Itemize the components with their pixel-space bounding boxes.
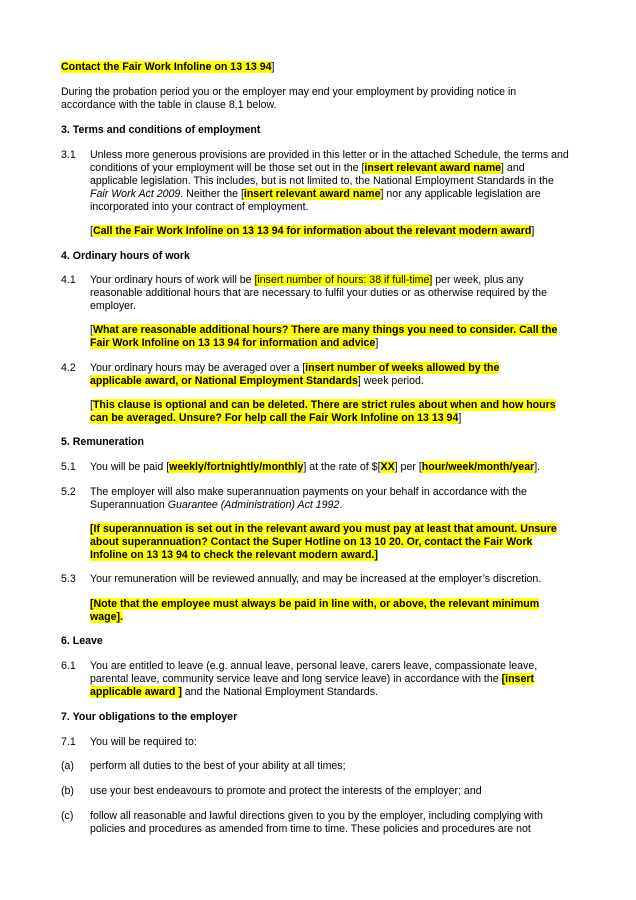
text: per	[397, 461, 419, 473]
clause-6-1-line	[90, 673, 534, 686]
placeholder-rate: XX	[380, 461, 395, 473]
clause-5-1-line	[90, 461, 540, 474]
intro-paragraph-line: During the probation period you or the employer may end your employment by providing notice in	[61, 86, 517, 98]
list-item: policies and procedures as amended from time to time. These policies and procedures are not	[90, 823, 531, 835]
bracket: ]	[380, 188, 384, 200]
placeholder-award: applicable award ]	[90, 686, 182, 698]
note-highlight: about superannuation? Contact the Super Hotline on 13 10 20. Or, contact the Fair Work	[90, 536, 533, 548]
clause-5-2-line: The employer will also make superannuation payments on your behalf in accordance with the	[90, 486, 527, 498]
list-item: follow all reasonable and lawful directions given to you by the employer, including complying with	[90, 810, 543, 822]
text: and	[503, 162, 525, 174]
list-item: perform all duties to the best of your ability at all times;	[90, 760, 346, 772]
placeholder-rate-period: hour/week/month/year	[421, 461, 535, 473]
bracket: [	[90, 399, 93, 411]
list-label: (a)	[61, 760, 74, 772]
text: week period.	[360, 375, 424, 387]
note-highlight: What are reasonable additional hours? There are many things you need to consider. Call the	[92, 324, 558, 336]
clause-5-2-line	[90, 499, 342, 512]
clause-4-2-line	[90, 375, 424, 388]
act-title: Guarantee (Administration) Act 1992	[167, 499, 340, 511]
clause-6-1-line	[90, 686, 378, 699]
section-4-note	[90, 324, 557, 337]
text: parental leave, community service leave and long service leave) in accordance with the	[90, 673, 502, 685]
clause-7-1-line: You will be required to:	[90, 736, 197, 748]
section-5-note	[90, 523, 557, 536]
section-5-heading: 5. Remuneration	[61, 436, 145, 448]
intro-paragraph-line: accordance with the table in clause 8.1 below.	[61, 99, 277, 111]
bracket: [	[361, 162, 365, 174]
placeholder-hours: [insert number of hours: 38 if full-time]	[254, 274, 433, 286]
placeholder-award-name: insert relevant award name	[364, 162, 502, 174]
bracket: ]	[271, 61, 275, 73]
placeholder-weeks: applicable award, or National Employment Standards	[90, 375, 358, 387]
section-5-note	[90, 611, 123, 624]
bracket: ]	[357, 375, 361, 387]
text: and the National Employment Standards.	[181, 686, 378, 698]
section-3-note	[90, 225, 534, 238]
clause-number: 4.1	[61, 274, 76, 286]
note-highlight: [Note that the employee must always be paid in line with, or above, the relevant minimum	[90, 598, 540, 610]
clause-number: 5.2	[61, 486, 76, 498]
bracket: [	[377, 461, 381, 473]
note-highlight: [If superannuation is set out in the relevant award you must pay at least that amount. Unsure	[90, 523, 557, 535]
placeholder-award-name: insert relevant award name	[243, 188, 381, 200]
placeholder-weeks: insert number of weeks allowed by the	[305, 362, 500, 374]
section-5-note	[90, 549, 378, 562]
bracket: ]	[394, 461, 398, 473]
clause-4-2-line	[90, 362, 499, 375]
text: per week, plus any	[432, 274, 524, 286]
clause-number: 4.2	[61, 362, 76, 374]
section-4-heading: 4. Ordinary hours of work	[61, 250, 190, 262]
bracket: [	[90, 324, 93, 336]
note-highlight: wage].	[90, 611, 123, 623]
intro-note-highlight: Contact the Fair Work Infoline on 13 13 94	[61, 61, 272, 73]
text: .	[339, 499, 343, 511]
bracket: [	[166, 461, 170, 473]
bracket: ]	[531, 225, 535, 237]
section-5-note	[90, 536, 532, 549]
bracket: [	[302, 362, 306, 374]
placeholder-pay-frequency: weekly/fortnightly/monthly	[169, 461, 304, 473]
list-label: (b)	[61, 785, 74, 797]
bracket: ]	[375, 337, 379, 349]
note-highlight: This clause is optional and can be deleted. There are strict rules about when and how hours	[92, 399, 556, 411]
clause-number: 3.1	[61, 149, 76, 161]
clause-number: 5.1	[61, 461, 76, 473]
placeholder-award: [insert	[501, 673, 534, 685]
clause-number: 6.1	[61, 660, 76, 672]
text: . Neither the	[180, 188, 241, 200]
clause-3-1-line: incorporated into your contract of employment.	[90, 201, 309, 213]
text: nor any applicable legislation are	[383, 188, 541, 200]
bracket: ]	[303, 461, 307, 473]
note-highlight: Call the Fair Work Infoline on 13 13 94 for information about the relevant modern award	[92, 225, 532, 237]
section-4-note	[90, 399, 556, 412]
text: Superannuation	[90, 499, 168, 511]
note-highlight: can be averaged. Unsure? For help call the Fair Work Infoline on 13 13 94	[90, 412, 459, 424]
bracket: [	[90, 225, 93, 237]
clause-3-1-line: Unless more generous provisions are provided in this letter or in the attached Schedule, the terms and	[90, 149, 569, 161]
section-4-note	[90, 412, 461, 425]
clause-4-1-line	[90, 274, 524, 287]
clause-3-1-line: applicable legislation. This includes, but is not limited to, the National Employment Standards in the	[90, 175, 554, 187]
text: .	[537, 461, 541, 473]
section-4-note	[90, 337, 378, 350]
bracket: [	[240, 188, 244, 200]
clause-5-3-line: Your remuneration will be reviewed annually, and may be increased at the employer’s discretion.	[90, 573, 542, 585]
text: Your ordinary hours of work will be	[90, 274, 255, 286]
text: conditions of your employment will be those set out in the	[90, 162, 362, 174]
text: You will be paid	[90, 461, 167, 473]
bracket: [	[418, 461, 422, 473]
text: Your ordinary hours may be averaged over a	[90, 362, 303, 374]
clause-number: 5.3	[61, 573, 76, 585]
note-highlight: Fair Work Infoline on 13 13 94 for information and advice	[90, 337, 376, 349]
bracket: ]	[458, 412, 462, 424]
act-title: Fair Work Act 2009	[90, 188, 181, 200]
section-3-heading: 3. Terms and conditions of employment	[61, 124, 261, 136]
clause-3-1-line	[90, 188, 541, 201]
text: at the rate of $	[306, 461, 378, 473]
clause-3-1-line	[90, 162, 525, 175]
clause-4-1-line: reasonable additional hours that are necessary to fulfil your duties or as otherwise required by the	[90, 287, 547, 299]
clause-4-1-line: employer.	[90, 300, 136, 312]
section-7-heading: 7. Your obligations to the employer	[61, 711, 238, 723]
list-item: use your best endeavours to promote and protect the interests of the employer; and	[90, 785, 482, 797]
clause-number: 7.1	[61, 736, 76, 748]
intro-note	[61, 61, 275, 74]
clause-6-1-line: You are entitled to leave (e.g. annual leave, personal leave, carers leave, compassionate leave,	[90, 660, 538, 672]
bracket: ]	[534, 461, 538, 473]
section-5-note	[90, 598, 539, 611]
list-label: (c)	[61, 810, 74, 822]
bracket: ]	[501, 162, 504, 174]
section-6-heading: 6. Leave	[61, 635, 103, 647]
note-highlight: Infoline on 13 13 94 to check the relevant modern award.]	[90, 549, 378, 561]
